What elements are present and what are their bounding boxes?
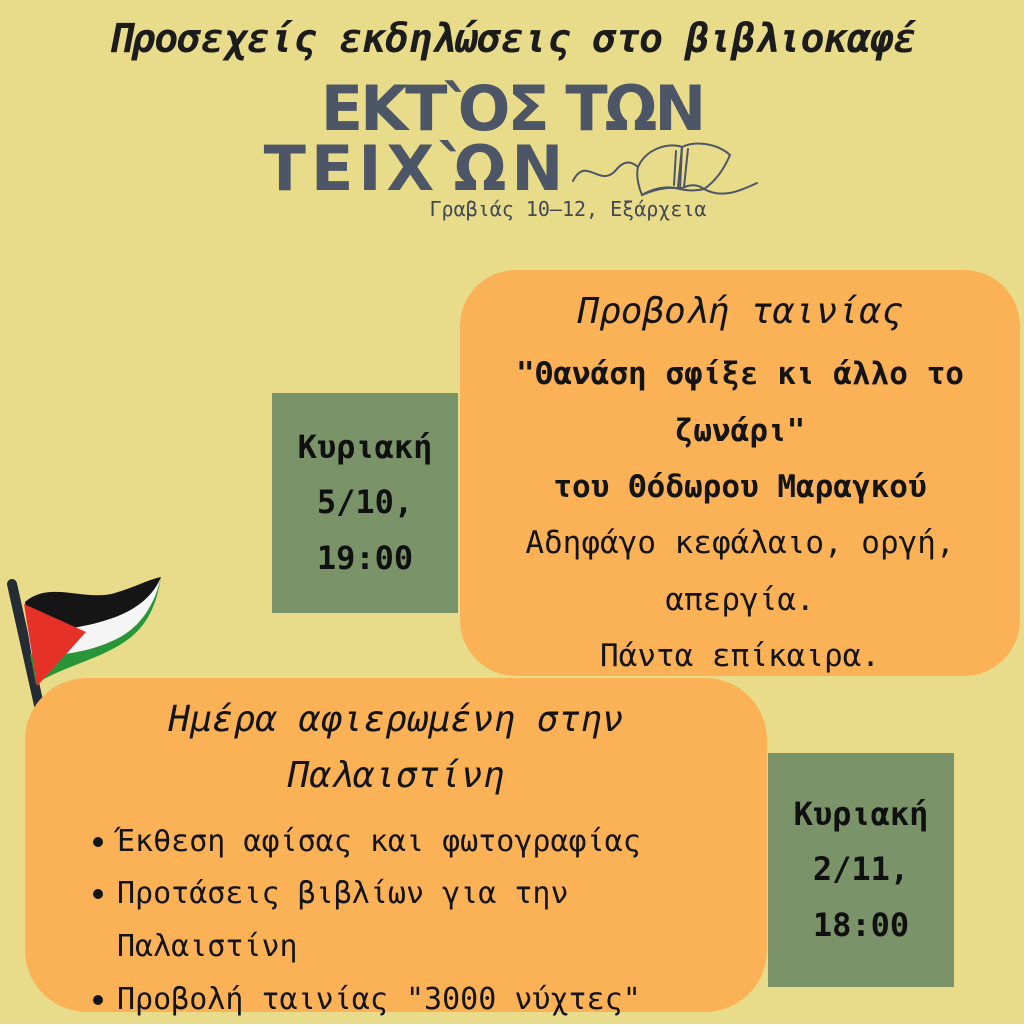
event-card-film-screening [460,270,1020,676]
logo-name-line2: ΤΕΙΧῺΝ [263,132,569,205]
logo-name-row [0,132,1024,205]
event1-heading: Προβολή ταινίας [577,291,903,332]
event2-activity-list [53,816,739,1027]
event2-activity-item: Προτάσεις βιβλίων για την Παλαιστίνη [91,868,739,974]
event1-film-title: "Θανάση σφίξε κι άλλο το ζωνάρι" [516,356,964,449]
poster-title: Προσεχείς εκδηλώσεις στο βιβλιοκαφέ [108,16,916,62]
event2-day: Κυριακή [793,795,929,834]
event2-heading-line1: Ημέρα αφιερωμένη στην [168,699,624,740]
event2-activity-item: Προβολή ταινίας "3000 νύχτες" [91,974,739,1027]
event1-schedule-badge [272,393,458,613]
event2-time: 18:00 [812,905,910,944]
event2-activity-item: Έκθεση αφίσας και φωτογραφίας [91,816,739,869]
event2-date: 2/11, [812,850,910,889]
event-card-palestine-day [25,678,767,1017]
logo-name-line1: ΕΚΤῸΣ ΤΩΝ [320,72,704,145]
event1-description-line1: Αδηφάγο κεφάλαιο, οργή, απεργία. [525,525,955,618]
event2-schedule-badge [768,753,954,987]
bookcafe-logo [0,72,1024,221]
event1-time: 19:00 [316,538,414,577]
event1-date: 5/10, [316,483,414,522]
event1-day: Κυριακή [297,428,433,467]
event1-director: του Θόδωρου Μαραγκού [553,469,927,505]
logo-address: Γραβιάς 10–12, Εξάρχεια [429,196,707,221]
event1-description-line2: Πάντα επίκαιρα. [600,638,880,675]
event2-heading-line2: Παλαιστίνη [287,754,505,796]
